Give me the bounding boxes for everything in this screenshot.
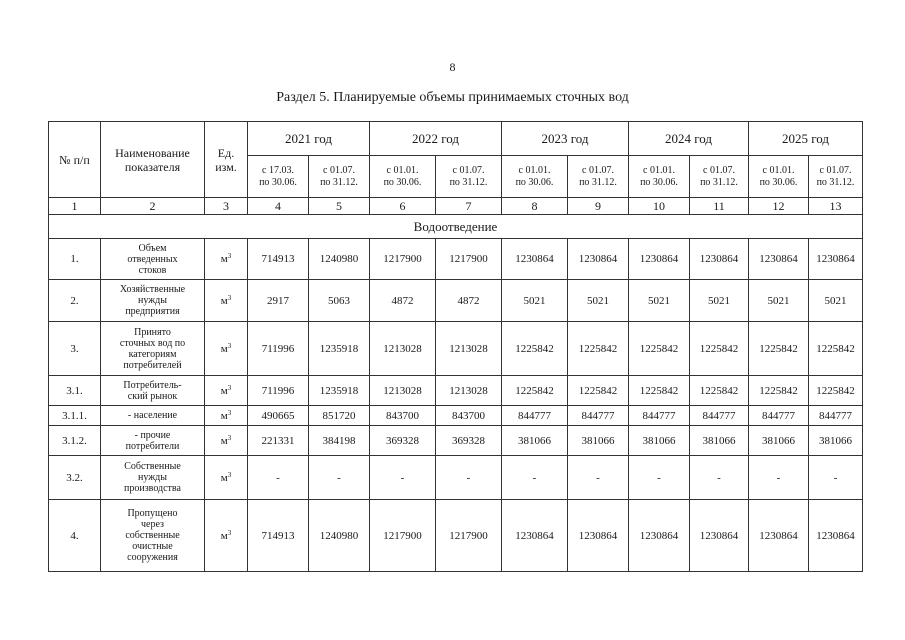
value-cell: 381066 (690, 426, 749, 456)
text-line: по 31.12. (700, 176, 738, 188)
section-label: Водоотведение (49, 215, 863, 239)
header-period (749, 156, 809, 198)
text-line: по 31.12. (816, 176, 855, 188)
column-number: 4 (248, 198, 309, 215)
row-number: 3.1.2. (49, 426, 101, 456)
row-name (101, 239, 205, 280)
row-unit (205, 239, 248, 280)
column-number: 8 (502, 198, 568, 215)
value-cell: 1230864 (502, 500, 568, 572)
column-number: 13 (809, 198, 863, 215)
value-cell: 1225842 (749, 376, 809, 406)
text-line: отведенных (127, 253, 178, 265)
value-cell: 381066 (629, 426, 690, 456)
value-cell: 844777 (749, 406, 809, 426)
value-cell: 1225842 (809, 376, 863, 406)
header-col-name: Наименование показателя (101, 122, 205, 198)
header-row-column-numbers (49, 198, 863, 215)
row-unit (205, 406, 248, 426)
unit-exponent: 3 (227, 341, 232, 350)
unit-exponent: 3 (227, 528, 232, 537)
row-unit (205, 280, 248, 322)
value-cell: 1225842 (502, 322, 568, 376)
text-line: сточных вод по (119, 337, 186, 349)
text-line: по 30.06. (515, 176, 554, 188)
header-period (309, 156, 370, 198)
text-line: по 30.06. (640, 176, 678, 188)
text-line: Потребитель- (123, 379, 182, 391)
value-cell: 5063 (309, 280, 370, 322)
value-cell: 384198 (309, 426, 370, 456)
value-cell: 5021 (502, 280, 568, 322)
value-cell: 1213028 (436, 376, 502, 406)
column-number: 12 (749, 198, 809, 215)
row-number: 4. (49, 500, 101, 572)
value-cell: 711996 (248, 322, 309, 376)
value-cell: 1230864 (629, 500, 690, 572)
text-line: потребители (125, 440, 180, 452)
header-period (436, 156, 502, 198)
value-cell: 369328 (436, 426, 502, 456)
table-row (49, 322, 863, 376)
value-cell: 844777 (502, 406, 568, 426)
value-cell: 1217900 (370, 239, 436, 280)
header-year: 2024 год (629, 122, 749, 156)
value-cell: - (436, 456, 502, 500)
header-year: 2022 год (370, 122, 502, 156)
row-name (101, 456, 205, 500)
text-line: по 31.12. (320, 176, 358, 188)
value-cell: - (809, 456, 863, 500)
text-line: с 17.03. (262, 164, 294, 176)
row-unit (205, 426, 248, 456)
text-line: потребителей (123, 359, 182, 371)
row-name (101, 426, 205, 456)
value-cell: 1240980 (309, 239, 370, 280)
value-cell: - (629, 456, 690, 500)
value-cell: - (370, 456, 436, 500)
row-name (101, 500, 205, 572)
text-line: очистные (132, 541, 173, 552)
header-period (568, 156, 629, 198)
value-cell: 381066 (809, 426, 863, 456)
text-line: нужды (138, 472, 167, 483)
row-unit (205, 456, 248, 500)
value-cell: 1230864 (749, 239, 809, 280)
row-name (101, 280, 205, 322)
value-cell: 1230864 (690, 500, 749, 572)
column-number: 9 (568, 198, 629, 215)
text-line: с 01.01. (762, 164, 795, 176)
row-unit (205, 376, 248, 406)
text-line: с 01.07. (452, 164, 485, 176)
text-line: через (141, 519, 164, 530)
row-unit (205, 322, 248, 376)
unit-symbol: м (220, 529, 228, 542)
text-line: с 01.01. (643, 164, 675, 176)
value-cell: 1230864 (690, 239, 749, 280)
value-cell: 1230864 (809, 239, 863, 280)
header-period (809, 156, 863, 198)
header-period (248, 156, 309, 198)
text-line: с 01.01. (386, 164, 419, 176)
value-cell: 5021 (690, 280, 749, 322)
unit-symbol: м (220, 471, 228, 484)
text-line: предприятия (125, 306, 180, 317)
table-row (49, 500, 863, 572)
row-number: 3. (49, 322, 101, 376)
value-cell: - (248, 456, 309, 500)
header-period (629, 156, 690, 198)
header-period (502, 156, 568, 198)
value-cell: 5021 (809, 280, 863, 322)
header-period (370, 156, 436, 198)
value-cell: - (309, 456, 370, 500)
table-row (49, 456, 863, 500)
value-cell: - (749, 456, 809, 500)
header-col-unit: Ед. изм. (205, 122, 248, 198)
table-row (49, 239, 863, 280)
value-cell: 1217900 (436, 500, 502, 572)
value-cell: 381066 (749, 426, 809, 456)
value-cell: 844777 (568, 406, 629, 426)
value-cell: 1213028 (436, 322, 502, 376)
value-cell: 490665 (248, 406, 309, 426)
unit-symbol: м (220, 253, 228, 265)
row-number: 1. (49, 239, 101, 280)
value-cell: 1225842 (690, 322, 749, 376)
text-line: Пропущено (127, 508, 178, 519)
value-cell: 1225842 (749, 322, 809, 376)
unit-symbol: м (220, 294, 228, 307)
text-line: ский рынок (127, 390, 178, 402)
text-line: по 30.06. (759, 176, 798, 188)
value-cell: 1240980 (309, 500, 370, 572)
value-cell: 5021 (568, 280, 629, 322)
unit-symbol: м (220, 409, 228, 422)
text-line: Хозяйственные (119, 284, 186, 295)
value-cell: 2917 (248, 280, 309, 322)
row-name (101, 376, 205, 406)
text-line: с 01.07. (819, 164, 852, 176)
text-line: - население (127, 410, 178, 421)
table-row (49, 376, 863, 406)
value-cell: 1230864 (809, 500, 863, 572)
header-period (690, 156, 749, 198)
column-number: 3 (205, 198, 248, 215)
table-row (49, 280, 863, 322)
column-number: 5 (309, 198, 370, 215)
value-cell: 1217900 (436, 239, 502, 280)
value-cell: 844777 (809, 406, 863, 426)
value-cell: 369328 (370, 426, 436, 456)
value-cell: 1230864 (568, 239, 629, 280)
text-line: по 30.06. (259, 176, 297, 188)
text-line: Объем (138, 242, 167, 254)
value-cell: - (690, 456, 749, 500)
text-line: по 31.12. (449, 176, 488, 188)
row-number: 3.2. (49, 456, 101, 500)
value-cell: 714913 (248, 239, 309, 280)
text-line: сооружения (127, 552, 178, 563)
text-line: по 30.06. (383, 176, 422, 188)
text-line: стоков (138, 264, 167, 276)
value-cell: 1225842 (629, 322, 690, 376)
unit-exponent: 3 (227, 433, 232, 442)
row-number: 3.1. (49, 376, 101, 406)
value-cell: 1225842 (690, 376, 749, 406)
page-number: 8 (449, 60, 456, 74)
value-cell: 381066 (568, 426, 629, 456)
value-cell: 1230864 (629, 239, 690, 280)
value-cell: 1225842 (502, 376, 568, 406)
row-number: 3.1.1. (49, 406, 101, 426)
value-cell: 221331 (248, 426, 309, 456)
value-cell: 843700 (370, 406, 436, 426)
text-line: нужды (138, 295, 167, 306)
value-cell: 381066 (502, 426, 568, 456)
header-row-years (49, 122, 863, 156)
value-cell: 714913 (248, 500, 309, 572)
unit-exponent: 3 (227, 252, 232, 260)
value-cell: 1225842 (809, 322, 863, 376)
text-line: по 31.12. (579, 176, 617, 188)
column-number: 7 (436, 198, 502, 215)
header-col-num: № п/п (49, 122, 101, 198)
table-row (49, 406, 863, 426)
value-cell: 5021 (629, 280, 690, 322)
value-cell: 4872 (436, 280, 502, 322)
unit-exponent: 3 (227, 293, 232, 302)
text-line: с 01.07. (582, 164, 614, 176)
value-cell: 843700 (436, 406, 502, 426)
text-line: категориям (128, 348, 177, 360)
column-number: 1 (49, 198, 101, 215)
text-line: с 01.01. (518, 164, 551, 176)
column-number: 2 (101, 198, 205, 215)
value-cell: 1217900 (370, 500, 436, 572)
header-year: 2021 год (248, 122, 370, 156)
value-cell: 5021 (749, 280, 809, 322)
value-cell: 1230864 (749, 500, 809, 572)
column-number: 6 (370, 198, 436, 215)
value-cell: 844777 (629, 406, 690, 426)
text-line: собственные (125, 530, 180, 541)
row-name (101, 322, 205, 376)
text-line: производства (124, 483, 181, 494)
table-row (49, 426, 863, 456)
value-cell: 1230864 (502, 239, 568, 280)
value-cell: - (568, 456, 629, 500)
value-cell: 1235918 (309, 322, 370, 376)
row-name (101, 406, 205, 426)
value-cell: 1230864 (568, 500, 629, 572)
text-line: с 01.07. (323, 164, 355, 176)
row-unit (205, 500, 248, 572)
value-cell: 711996 (248, 376, 309, 406)
unit-exponent: 3 (227, 383, 232, 392)
column-number: 11 (690, 198, 749, 215)
value-cell: - (502, 456, 568, 500)
header-year: 2023 год (502, 122, 629, 156)
text-line: с 01.07. (703, 164, 735, 176)
unit-symbol: м (220, 434, 228, 447)
value-cell: 1225842 (568, 322, 629, 376)
text-line: Принято (134, 326, 171, 338)
unit-symbol: м (220, 384, 228, 397)
value-cell: 1213028 (370, 322, 436, 376)
unit-symbol: м (220, 342, 228, 355)
value-cell: 1225842 (568, 376, 629, 406)
section-row (49, 215, 863, 239)
row-number: 2. (49, 280, 101, 322)
unit-exponent: 3 (227, 408, 232, 417)
value-cell: 851720 (309, 406, 370, 426)
value-cell: 1213028 (370, 376, 436, 406)
wastewater-table (48, 121, 863, 572)
text-line: Собственные (124, 461, 181, 472)
unit-exponent: 3 (227, 470, 232, 479)
text-line: - прочие (134, 429, 171, 441)
column-number: 10 (629, 198, 690, 215)
value-cell: 844777 (690, 406, 749, 426)
value-cell: 1235918 (309, 376, 370, 406)
value-cell: 4872 (370, 280, 436, 322)
header-year: 2025 год (749, 122, 863, 156)
page-title: Раздел 5. Планируемые объемы принимаемых сточных вод (276, 90, 629, 105)
value-cell: 1225842 (629, 376, 690, 406)
